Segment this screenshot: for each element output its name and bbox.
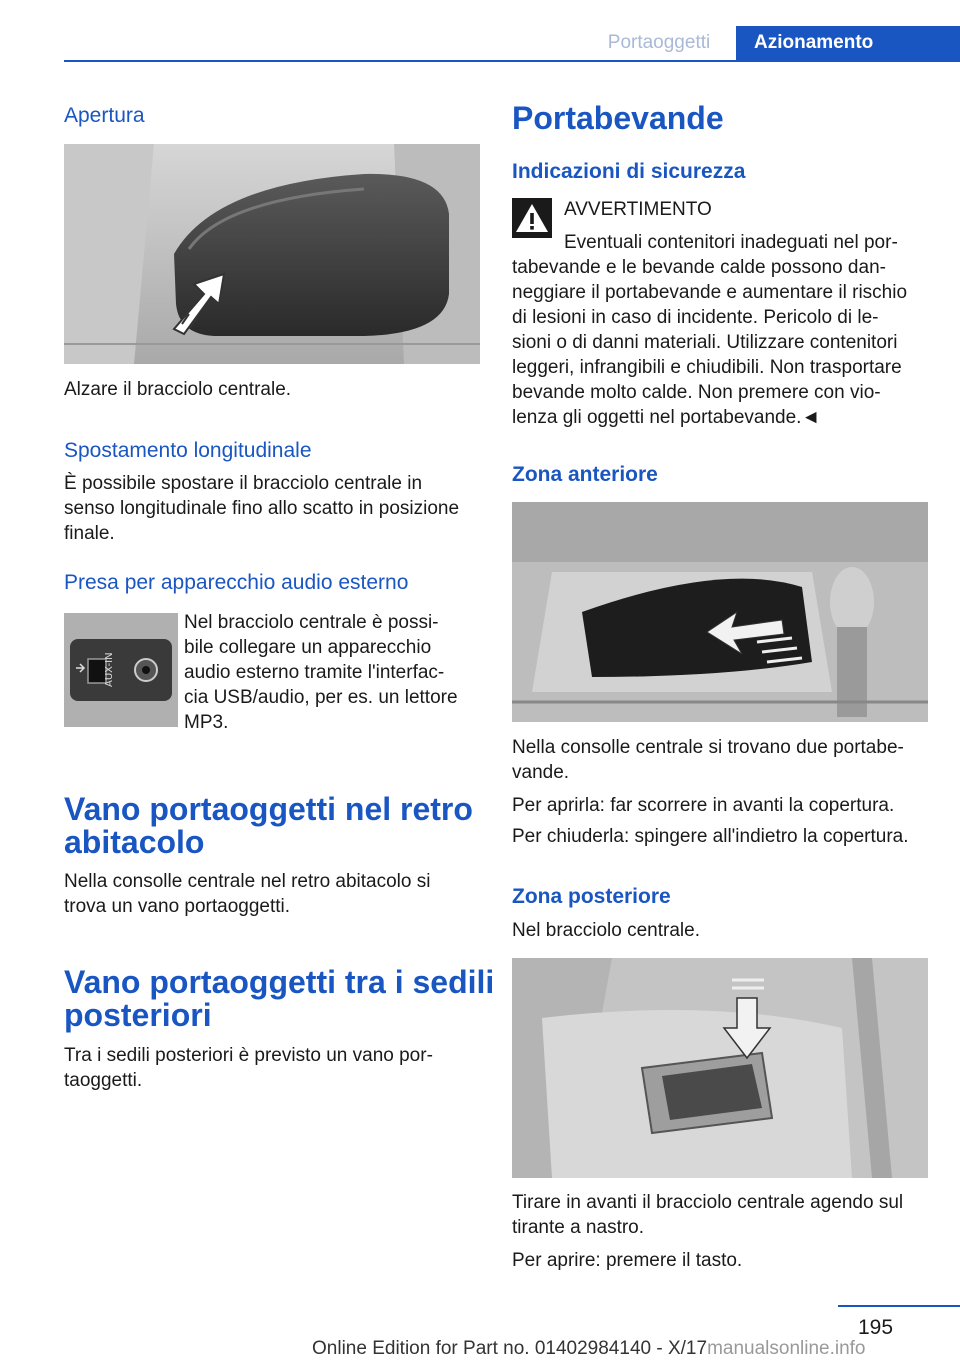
vano-sedili-heading: Vano portaoggetti tra i sedili posteriori bbox=[64, 964, 495, 1033]
vano-retro-text: Nella consolle centrale nel retro abitacolo si trova un vano portaoggetti. bbox=[64, 871, 431, 917]
spostamento-heading: Spostamento longitudinale bbox=[64, 439, 312, 462]
warning-text: Eventuali contenitori inadeguati nel por‐ tabevande e le bevande calde possono dan‐ neggiare il portabevande e aumentare il rischio di lesioni in caso di incidente. Pericolo di le‐ sioni o di danni materiali. Utilizzare contenitori leggeri, infrangibili e chiudibili. Non trasportare bevande molto calde. Non premere con vio‐ lenza gli oggetti nel portabevande.◄ bbox=[512, 232, 908, 428]
sicurezza-heading: Indicazioni di sicurezza bbox=[512, 160, 746, 183]
presa-text: Nel bracciolo centrale è possi‐ bile collegare un apparecchio audio esterno tramite l'interfac‐ cia USB/audio, per es. un lettore MP3. bbox=[184, 612, 458, 733]
vano-sedili-text: Tra i sedili posteriori è previsto un vano por‐ taoggetti. bbox=[64, 1045, 433, 1091]
vano-retro-heading: Vano portaoggetti nel retro abitacolo bbox=[64, 791, 473, 860]
portabevande-heading: Portabevande bbox=[512, 100, 724, 136]
posteriore-text: Nel bracciolo centrale. bbox=[512, 920, 700, 941]
header-rule bbox=[64, 60, 960, 62]
header-section-tab: Portaoggetti bbox=[607, 32, 711, 53]
presa-heading: Presa per apparecchio audio esterno bbox=[64, 571, 409, 594]
apertura-heading: Apertura bbox=[64, 104, 145, 127]
watermark: manualsonline.info bbox=[707, 1338, 866, 1359]
tirare-text: Tirare in avanti il bracciolo centrale agendo sul tirante a nastro. bbox=[512, 1192, 904, 1238]
spostamento-text: È possibile spostare il bracciolo centrale in senso longitudinale fino allo scatto in posizione finale. bbox=[64, 473, 460, 544]
aux-in-label: AUX-IN bbox=[104, 652, 115, 687]
edition-footer: Online Edition for Part no. 01402984140 - X/17manualsonline.info bbox=[312, 1338, 866, 1359]
cupholder-rear-image bbox=[512, 958, 928, 1178]
anteriore-heading: Zona anteriore bbox=[512, 463, 658, 486]
armrest-open-image bbox=[64, 144, 480, 364]
posteriore-heading: Zona posteriore bbox=[512, 885, 671, 908]
apertura-caption: Alzare il bracciolo centrale. bbox=[64, 379, 292, 400]
header-chapter-tab: Azionamento bbox=[736, 26, 960, 60]
cupholder-front-image bbox=[512, 502, 928, 722]
premere-text: Per aprire: premere il tasto. bbox=[512, 1250, 743, 1271]
aprire-text: Per aprirla: far scorrere in avanti la copertura. bbox=[512, 795, 895, 816]
usb-aux-image bbox=[64, 613, 178, 727]
footer-rule bbox=[838, 1305, 960, 1307]
warning-label: AVVERTIMENTO bbox=[564, 199, 712, 220]
page-number: 195 bbox=[858, 1316, 894, 1339]
anteriore-text: Nella consolle centrale si trovano due portabe‐ vande. bbox=[512, 737, 904, 783]
chiudere-text: Per chiuderla: spingere all'indietro la copertura. bbox=[512, 826, 909, 847]
